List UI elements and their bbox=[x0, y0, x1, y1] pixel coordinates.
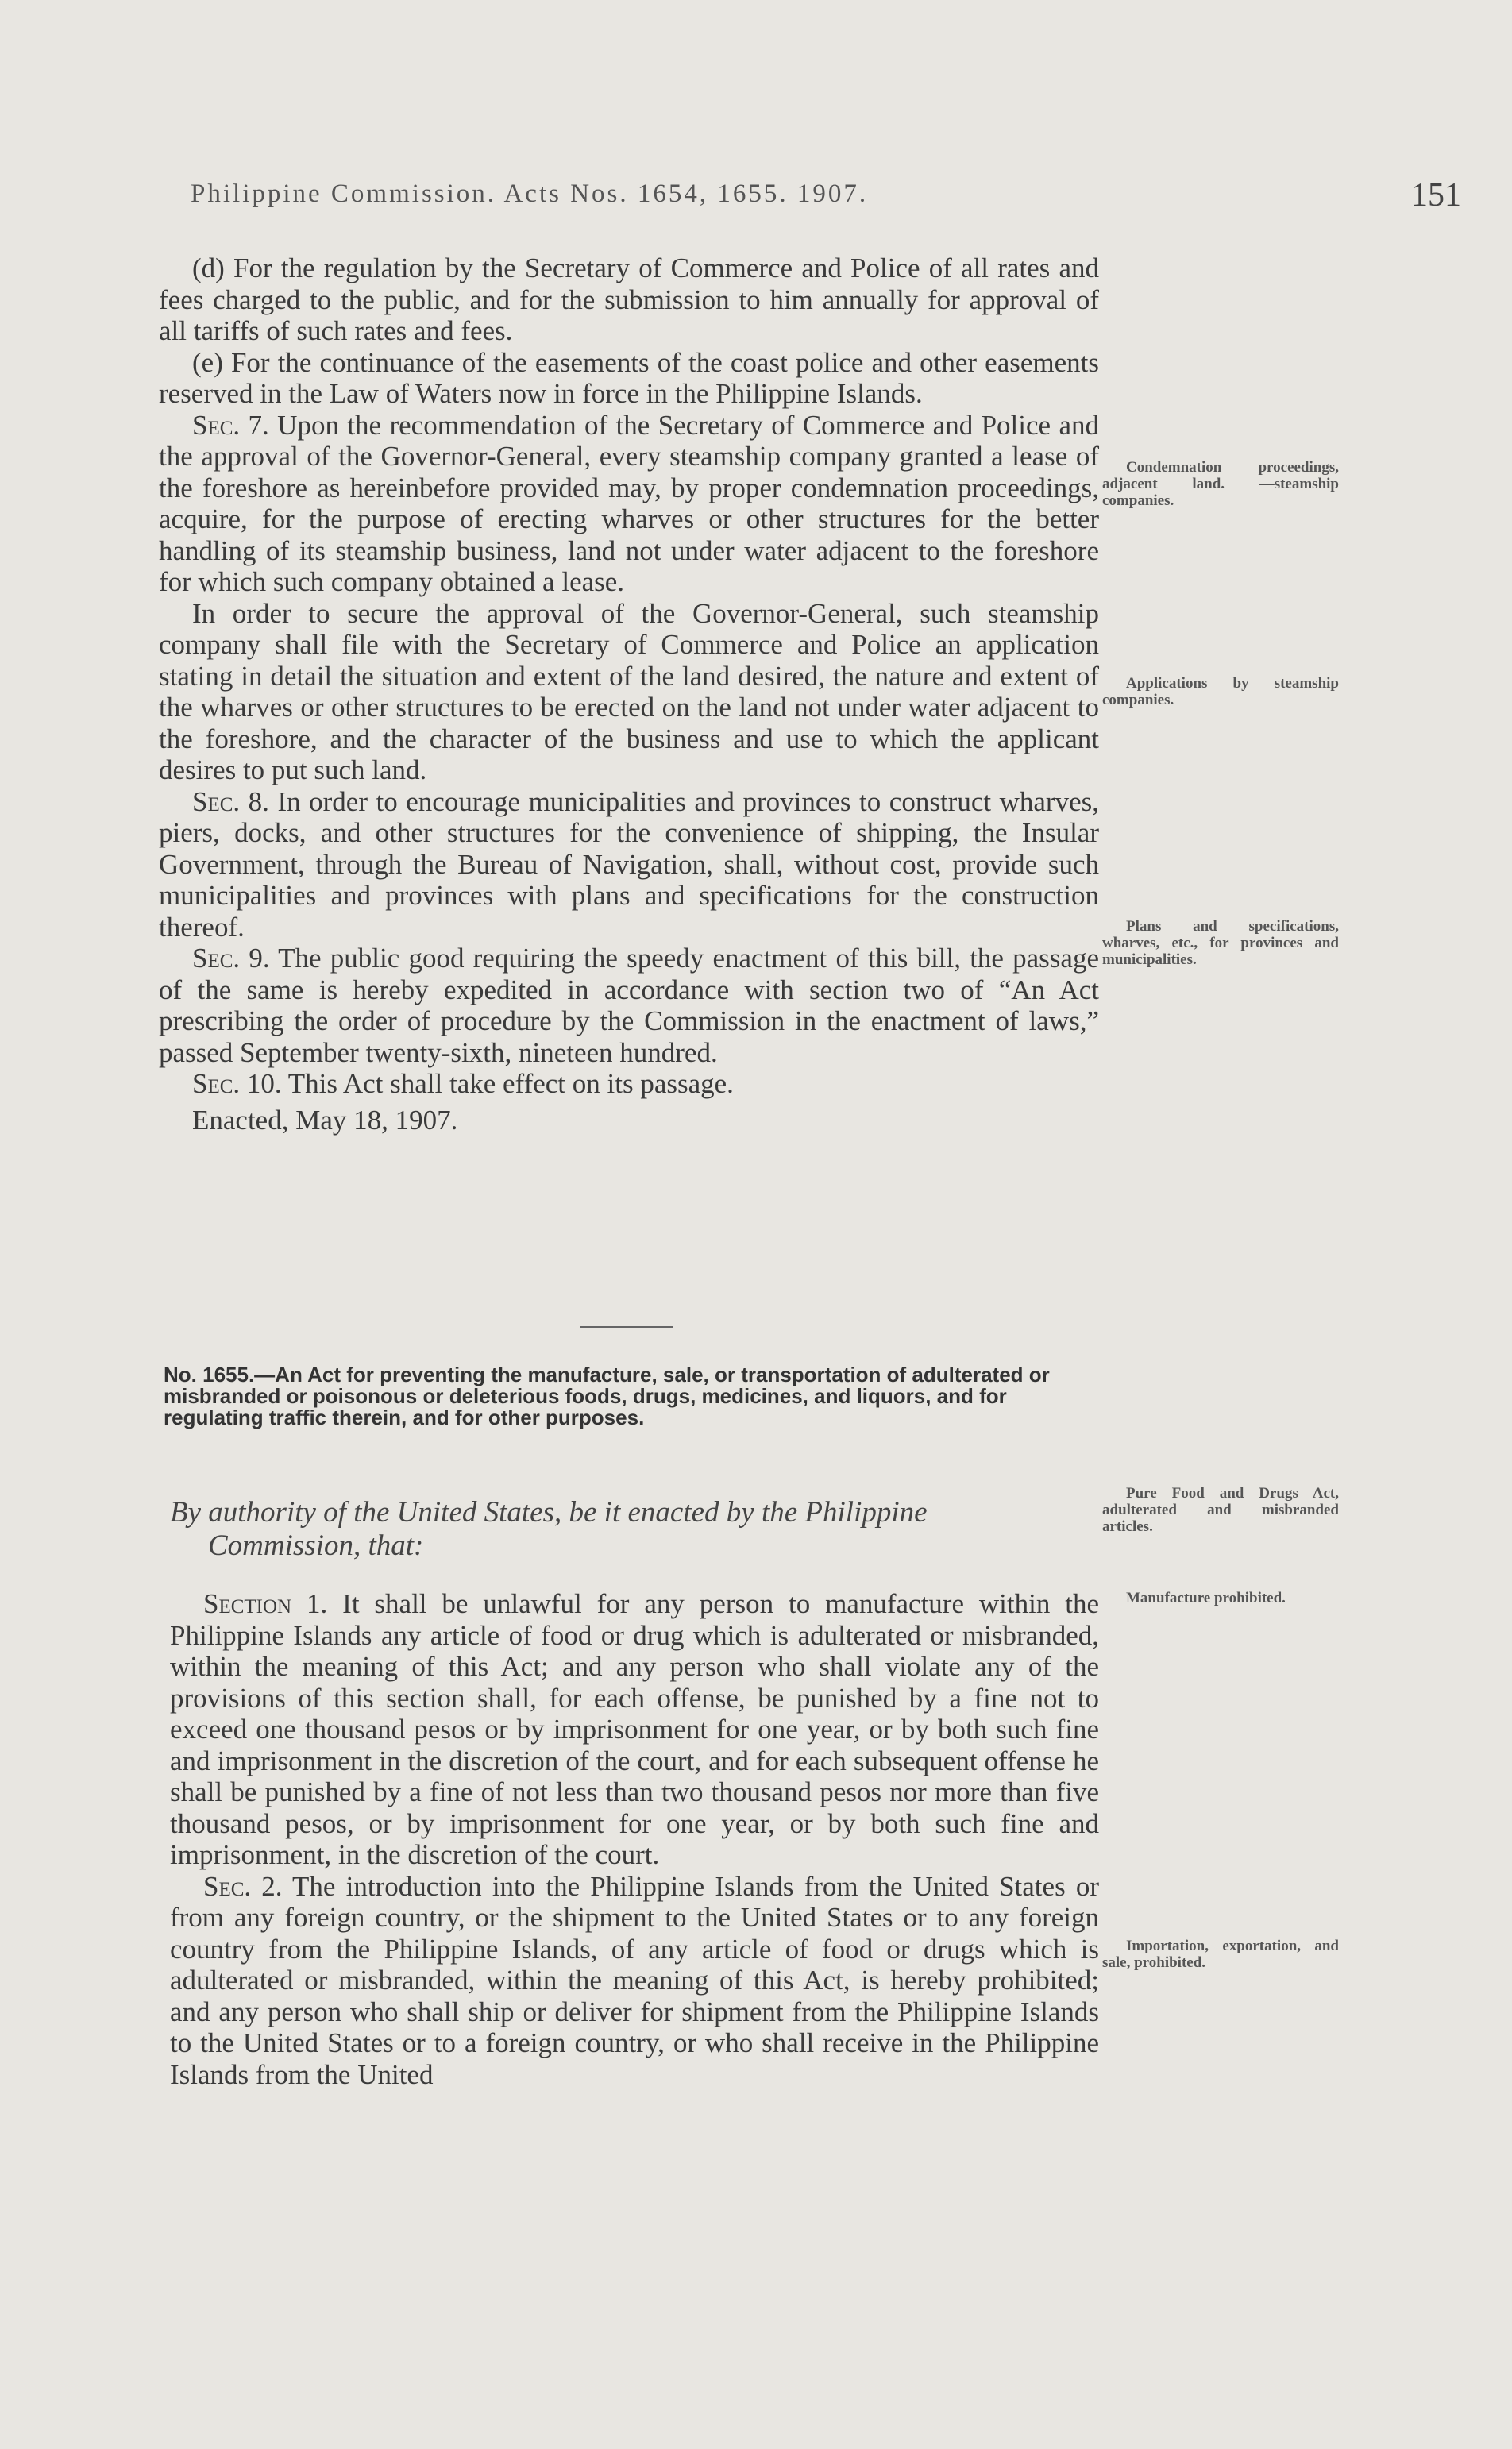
margin-note-manufacture: Manufacture prohibited. bbox=[1126, 1590, 1286, 1606]
section-2 bbox=[170, 1871, 1099, 2091]
section-9-label: Sec. 9. bbox=[192, 943, 270, 974]
section-1-text: It shall be unlawful for any person to manufacture within the Philippine Islands any article of food or drug which is adulterated or misbranded, within the meaning of this Act; and any person who shall violate any of the provisions of this section shall, for each offense, be punished by a fine not to exceed one thousand pesos or by imprisonment for one year, or by both such fine and imprisonment in the discretion of the court, and for each subsequent offense he shall be punished by a fine of not less than two thousand pesos nor more than five thousand pesos, or by imprisonment for one year, or by both such fine and imprisonment, in the discretion of the court. bbox=[170, 1588, 1099, 1870]
section-9-text: The public good requiring the speedy enactment of this bill, the passage of the same is hereby expedited in accordance with section two of “An Act prescribing the order of procedure by the Commission in the enactment of laws,” passed September twenty-sixth, nineteen hundred. bbox=[159, 943, 1099, 1068]
enacting-clause-line-2: Commission, that: bbox=[208, 1529, 424, 1562]
section-8 bbox=[159, 786, 1099, 943]
act-title: —An Act for preventing the manufacture, sale, or transportation of adulterated or misbranded or poisonous or deleterious foods, drugs, medicines, and liquors, and for regulating traffic therein, and for other purposes. bbox=[164, 1363, 1050, 1429]
margin-note-condemnation: Condemnation proceedings, adjacent land. —steamship companies. bbox=[1102, 459, 1339, 509]
enacted-date: Enacted, May 18, 1907. bbox=[192, 1104, 458, 1136]
margin-note-pure-food: Pure Food and Drugs Act, adulterated and misbranded articles. bbox=[1102, 1485, 1339, 1535]
section-2-text: The introduction into the Philippine Islands from the United States or from any foreign country, or the shipment to the United States or to any foreign country from the Philippine Islands, of any article of food or drugs which is adulterated or misbranded, within the meaning of this Act, is hereby prohibited; and any person who shall ship or deliver for shipment from the Philippine Islands to the United States or to a foreign country, or who shall receive in the Philippine Islands from the United bbox=[170, 1870, 1099, 2090]
section-8-label: Sec. 8. bbox=[192, 785, 269, 817]
section-10 bbox=[159, 1068, 1099, 1100]
section-7 bbox=[159, 410, 1099, 598]
section-1 bbox=[170, 1588, 1099, 1871]
act-1655-body bbox=[170, 1588, 1099, 2090]
act-1654-body bbox=[159, 253, 1099, 1136]
margin-note-importation: Importation, exportation, and sale, prohibited. bbox=[1102, 1938, 1339, 1971]
section-10-label: Sec. 10. bbox=[192, 1068, 282, 1099]
section-1-label: Section 1. bbox=[203, 1588, 328, 1619]
margin-note-plans: Plans and specifications, wharves, etc., for provinces and municipalities. bbox=[1102, 918, 1339, 968]
section-divider bbox=[580, 1326, 673, 1328]
act-1655-title bbox=[164, 1364, 1101, 1429]
section-7-text: Upon the recommendation of the Secretary of Commerce and Police and the approval of the Governor-General, every steamship company granted a lease of the foreshore as hereinbefore provided may, by proper condemnation proceedings, acquire, for the purpose of erecting wharves or other structures for the better handling of its steamship business, land not under water adjacent to the foreshore for which such company obtained a lease. bbox=[159, 409, 1099, 597]
section-10-text: This Act shall take effect on its passage. bbox=[281, 1068, 734, 1099]
section-8-text: In order to encourage municipalities and provinces to construct wharves, piers, docks, and other structures for the convenience of shipping, the Insular Government, through the Bureau of Navigation, shall, without cost, provide such municipalities and provinces with plans and specifications for the construction thereof. bbox=[159, 785, 1099, 943]
running-header bbox=[191, 177, 1461, 214]
paragraph-e: (e) For the continuance of the easements of the coast police and other easements reserved in the Law of Waters now in force in the Philippine Islands. bbox=[159, 346, 1099, 409]
running-title: Philippine Commission. Acts Nos. 1654, 1655. 1907. bbox=[191, 179, 869, 208]
page-number: 151 bbox=[1411, 177, 1461, 214]
enacting-clause-line-1: By authority of the United States, be it enacted by the Philippine bbox=[170, 1496, 928, 1529]
margin-note-applications: Applications by steamship companies. bbox=[1102, 675, 1339, 708]
section-7-continued: In order to secure the approval of the Governor-General, such steamship company shall file with the Secretary of Commerce and Police an application stating in detail the situation and extent of the land desired, the nature and extent of the wharves or other structures to be erected on the land not under water adjacent to the foreshore, and the character of the business and use to which the applicant desires to put such land. bbox=[159, 597, 1099, 785]
act-number: No. 1655. bbox=[164, 1363, 255, 1386]
section-9 bbox=[159, 943, 1099, 1068]
section-2-label: Sec. 2. bbox=[203, 1870, 283, 1902]
enacting-clause bbox=[170, 1496, 1099, 1563]
section-7-label: Sec. 7. bbox=[192, 409, 269, 441]
paragraph-d: (d) For the regulation by the Secretary of Commerce and Police of all rates and fees charged to the public, and for the submission to him annually for approval of all tariffs of such rates and fees. bbox=[159, 253, 1099, 346]
